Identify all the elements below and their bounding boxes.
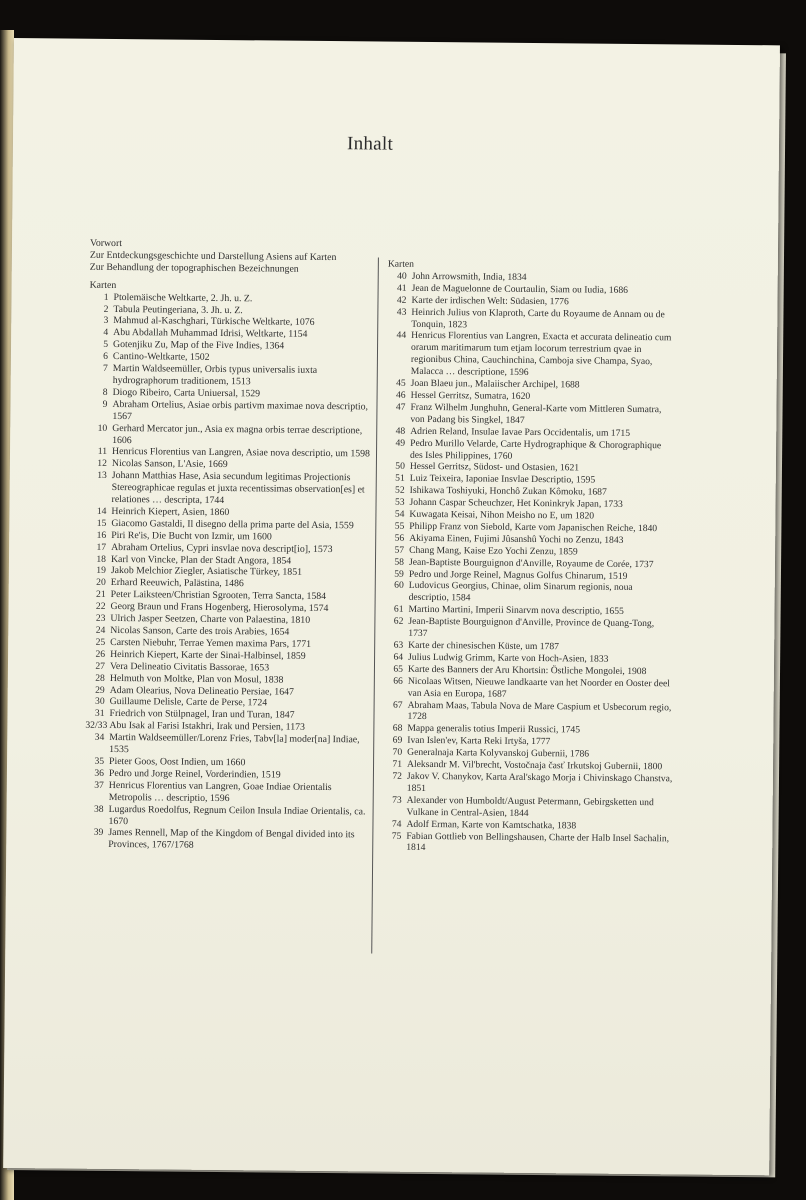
entry-title: Helmuth von Moltke, Plan von Mosul, 1838	[109, 672, 284, 686]
entry-number: 1	[103, 291, 109, 303]
entry-number: 28	[95, 672, 105, 684]
entry-number: 14	[96, 505, 107, 517]
entry-number: 35	[94, 755, 105, 767]
toc-entry	[88, 470, 378, 509]
entry-number: 60	[394, 580, 404, 592]
section-heading: Karten	[89, 279, 117, 291]
entry-title: Henricus Florentius van Langren, Goae Indiae Orientalis Metropolis … descriptio, 1596	[108, 779, 332, 804]
entry-number: 30	[94, 696, 105, 708]
entry-title: Kuwagata Keisai, Nihon Meisho no E, um 1820	[409, 508, 595, 522]
entry-title: Chang Mang, Kaise Ezo Yochi Zenzu, 1859	[409, 544, 578, 558]
entry-title: Pedro und Jorge Reinel, Vorderindien, 1519	[108, 767, 281, 781]
page-title: Inhalt	[346, 133, 394, 155]
entry-title: Ishikawa Toshiyuki, Honchô Zukan Kômoku, 1687	[409, 485, 607, 498]
entry-title: Heinrich Kiepert, Asien, 1860	[111, 505, 230, 519]
entry-title: Pedro Murillo Velarde, Carte Hydrographique & Chorographique des Isles Philippines, 1760	[409, 437, 662, 462]
entry-title: Friedrich von Stülpnagel, Iran und Turan, 1847	[109, 708, 295, 722]
entry-title: John Arrowsmith, India, 1834	[411, 270, 527, 283]
entry-title: James Rennell, Map of the Kingdom of Bengal divided into its Provinces, 1767/1768	[108, 827, 355, 852]
entry-title: Jean-Baptiste Bourguignon d'Anville, Royaume de Corée, 1737	[408, 556, 654, 570]
entry-title: Peter Laiksteen/Christian Sgrooten, Terra Sancta, 1584	[110, 589, 327, 603]
entry-title: Adrien Reland, Insulae Iavae Pars Occidentalis, um 1715	[410, 425, 631, 439]
entry-number: 48	[395, 425, 406, 437]
entry-title: Pieter Goos, Oost Indien, um 1660	[109, 755, 246, 769]
entry-title: Hessel Gerritsz, Südost- und Ostasien, 1621	[409, 461, 580, 474]
entry-number: 16	[96, 529, 107, 541]
entry-title: Guillaume Delisle, Carte de Perse, 1724	[109, 696, 268, 709]
entry-number: 17	[96, 541, 107, 553]
toc-entry	[386, 401, 676, 428]
toc-entry	[88, 399, 378, 426]
entry-title: Heinrich Kiepert, Karte der Sinai-Halbinsel, 1859	[110, 648, 306, 662]
entry-title: Gotenjiku Zu, Map of the Five Indies, 1364	[113, 339, 285, 352]
entry-title: Hessel Gerritsz, Sumatra, 1620	[410, 389, 531, 402]
entry-number: 29	[95, 684, 105, 696]
entry-title: Henricus Florentius van Langren, Asiae nova descriptio, um 1598	[111, 446, 371, 460]
entry-number: 68	[392, 723, 403, 735]
toc-right-column	[382, 259, 678, 857]
entry-title: Nicolas Sanson, Carte des trois Arabies, 1654	[110, 624, 290, 638]
entry-title: Vera Delineatio Civitatis Bassorae, 1653	[109, 660, 270, 674]
entry-number: 51	[395, 472, 405, 485]
entry-number: 49	[395, 437, 406, 449]
entry-title: Ludovicus Georgius, Chinae, olim Sinarum regionis, noua descriptio, 1584	[408, 580, 633, 604]
entry-title: Adam Olearius, Nova Delineatio Persiae, 1647	[109, 684, 294, 698]
entry-title: Abraham Ortelius, Asiae orbis partivm maximae nova descriptio, 1567	[112, 398, 369, 422]
entry-number: 42	[396, 294, 407, 306]
entry-number: 46	[395, 389, 406, 401]
entry-number: 59	[394, 568, 404, 580]
entry-title: Akiyama Einen, Fujimi Jûsanshû Yochi no Zenzu, 1843	[409, 532, 624, 546]
entry-title: Ptolemäische Weltkarte, 2. Jh. u. Z.	[113, 291, 253, 304]
toc-entry	[384, 675, 674, 702]
entry-number: 20	[96, 577, 106, 589]
entry-number: 18	[96, 553, 107, 565]
entry-number: 22	[95, 601, 106, 613]
entry-number: 21	[96, 589, 106, 601]
entry-title: Karl von Vincke, Plan der Stadt Angora, 1854	[110, 553, 292, 567]
entry-number: 72	[392, 770, 402, 782]
entry-number: 70	[392, 746, 403, 758]
entry-title: Adolf Erman, Karte von Kamtschatka, 1838	[406, 818, 577, 832]
front-matter-entry: Zur Entdeckungsgeschichte und Darstellung Asiens auf Karten	[89, 249, 337, 264]
toc-entry	[386, 437, 676, 464]
entry-title: Joan Blaeu jun., Malaiischer Archipel, 1688	[410, 377, 580, 391]
entry-number: 25	[95, 636, 106, 648]
entry-title: Ivan Islen'ev, Karta Reki Irtyša, 1777	[407, 735, 551, 748]
entry-title: Piri Re'is, Die Bucht von Izmir, um 1600	[111, 529, 272, 543]
entry-title: Lugardus Roedolfus, Regnum Ceilon Insula Indiae Orientalis, ca. 1670	[108, 803, 366, 827]
entry-title: Martin Waldseemüller/Lorenz Fries, Tabv[la] moder[na] Indiae, 1535	[109, 732, 360, 756]
entry-number: 66	[393, 675, 403, 687]
entry-title: Nicolas Sanson, L'Asie, 1669	[111, 458, 228, 471]
entry-title: Franz Wilhelm Junghuhn, General-Karte vom Mittleren Sumatra, von Padang bis Singkel, 1847	[410, 401, 662, 426]
entry-number: 62	[393, 615, 404, 627]
entry-title: Nicolaas Witsen, Nieuwe landkaarte van het Noorder en Ooster deel van Asia en Europa, 1687	[407, 675, 670, 700]
entry-title: Erhard Reeuwich, Palästina, 1486	[110, 577, 244, 590]
entry-title: Giacomo Gastaldi, Il disegno della prima parte del Asia, 1559	[111, 517, 354, 532]
entry-title: Karte der irdischen Welt: Südasien, 1776	[411, 294, 569, 308]
entry-number: 32/33	[85, 719, 108, 732]
entry-title: Martino Martini, Imperii Sinarvm nova descriptio, 1655	[408, 604, 624, 618]
toc-entry	[384, 616, 674, 643]
entry-title: Johann Matthias Hase, Asia secundum legitimas Projectionis Stereographicae regulas et juxta recentissimas observation[es] et relationes … descripta, 1744	[111, 470, 365, 507]
entry-title: Cantino-Weltkarte, 1502	[112, 351, 210, 364]
entry-title: Karte der chinesischen Küste, um 1787	[408, 639, 560, 653]
entry-title: Abu Isak al Farisi Istakhri, Irak und Persien, 1173	[109, 720, 305, 734]
entry-number: 47	[395, 401, 406, 413]
entry-title: Mahmud al-Kaschghari, Türkische Weltkarte, 1076	[113, 315, 315, 329]
entry-title: Alexander von Humboldt/August Petermann, Gebirgsketten und Vulkane in Central-Asien, 1844	[406, 794, 654, 819]
entry-title: Fabian Gottlieb von Bellingshausen, Charte der Halb Insel Sachalin, 1814	[406, 830, 670, 854]
entry-number: 24	[95, 624, 106, 636]
entry-number: 31	[94, 708, 105, 720]
entry-title: Jakob Melchior Ziegler, Asiatische Türkey, 1851	[110, 565, 303, 579]
toc-entry	[85, 779, 375, 806]
entry-title: Luiz Teixeira, Iaponiae Insvlae Descriptio, 1595	[409, 473, 596, 486]
entry-number: 6	[103, 351, 108, 363]
entry-number: 61	[393, 603, 404, 616]
entry-number: 5	[103, 339, 109, 351]
entry-number: 39	[93, 827, 104, 839]
entry-number: 58	[394, 556, 405, 568]
entry-title: Ulrich Jasper Seetzen, Charte von Palaestina, 1810	[110, 613, 311, 626]
entry-number: 12	[97, 458, 107, 470]
entry-number: 56	[394, 532, 405, 544]
entry-number: 19	[96, 565, 106, 577]
toc-entry	[385, 580, 675, 607]
entry-number: 9	[102, 398, 108, 410]
entry-number: 54	[394, 508, 405, 520]
entry-number: 43	[396, 306, 407, 318]
entry-title: Georg Braun und Frans Hogenberg, Hierosolyma, 1574	[110, 601, 329, 615]
entry-number: 55	[394, 520, 405, 532]
entry-number: 64	[393, 651, 404, 663]
entry-title: Philipp Franz von Siebold, Karte vom Japanischen Reiche, 1840	[409, 520, 658, 535]
entry-number: 73	[392, 794, 402, 806]
entry-title: Gerhard Mercator jun., Asia ex magna orbis terrae descriptione, 1606	[112, 422, 363, 446]
entry-number: 7	[102, 362, 108, 374]
entry-title: Henricus Florentius van Langren, Exacta et accurata delineatio cum orarum maritimarum tum etjam locorum terrestrium qvae in regionibus China, Cauchinchina, Camboja sive Champa, Syao, Malacca … descriptione, 1596	[410, 330, 672, 379]
entry-title: Diogo Ribeiro, Carta Uniuersal, 1529	[112, 386, 261, 400]
entry-title: Jean-Baptiste Bourguignon d'Anville, Province de Quang-Tong, 1737	[408, 616, 655, 640]
entry-number: 13	[97, 470, 107, 482]
entry-number: 53	[394, 496, 405, 508]
entry-number: 71	[392, 758, 403, 770]
entry-number: 37	[94, 779, 104, 791]
toc-entry	[383, 771, 673, 798]
toc-entry	[84, 803, 374, 830]
entry-number: 23	[95, 612, 106, 624]
entry-title: Julius Ludwig Grimm, Karte von Hoch-Asien, 1833	[408, 651, 609, 665]
entry-number: 74	[391, 818, 402, 830]
toc-entry	[88, 422, 378, 449]
entry-number: 65	[393, 663, 404, 675]
entry-title: Jean de Maguelonne de Courtaulin, Siam ou Iudia, 1686	[411, 282, 629, 296]
front-matter-entry: Vorwort	[89, 237, 123, 250]
entry-title: Tabula Peutingeriana, 3. Jh. u. Z.	[113, 303, 243, 316]
entry-number: 67	[392, 699, 403, 711]
entry-number: 57	[394, 544, 405, 556]
entry-number: 36	[94, 767, 104, 779]
entry-title: Martin Waldseemüller, Orbis typus universalis iuxta hydrographorum traditionem, 1513	[112, 363, 318, 388]
entry-number: 2	[103, 303, 109, 315]
entry-number: 38	[93, 803, 104, 815]
entry-number: 75	[391, 830, 402, 842]
entry-title: Abu Abdallah Muhammad Idrisi, Weltkarte, 1154	[113, 327, 308, 341]
entry-title: Carsten Niebuhr, Terrae Yemen maxima Pars, 1771	[110, 636, 312, 650]
toc-entry	[387, 306, 677, 333]
toc-left-column	[84, 238, 380, 854]
toc-entry	[383, 699, 673, 726]
entry-title: Pedro und Jorge Reinel, Magnus Golfus Chinarum, 1519	[408, 568, 628, 582]
section-heading: Karten	[387, 258, 415, 270]
entry-number: 45	[396, 377, 406, 389]
entry-title: Generalnaja Karta Kolyvanskoj Gubernii, 1786	[407, 746, 590, 760]
toc-entry	[382, 830, 672, 857]
book-page	[3, 38, 780, 1175]
entry-number: 15	[96, 517, 107, 529]
entry-title: Karte des Banners der Aru Khortsin: Östliche Mongolei, 1908	[407, 663, 647, 677]
entry-title: Heinrich Julius von Klaproth, Carte du Royaume de Annam ou de Tonquin, 1823	[411, 306, 665, 330]
entry-number: 11	[97, 446, 108, 458]
entry-number: 8	[102, 386, 108, 398]
entry-number: 52	[395, 484, 405, 496]
entry-number: 4	[103, 327, 109, 339]
entry-title: Johann Caspar Scheuchzer, Het Koninkryk Japan, 1733	[409, 496, 623, 510]
entry-number: 40	[397, 270, 407, 282]
toc-entry	[89, 363, 379, 390]
entry-title: Abraham Ortelius, Cypri insvlae nova descript[io], 1573	[111, 541, 333, 555]
entry-number: 50	[395, 461, 405, 473]
toc-entry	[85, 732, 375, 759]
entry-number: 10	[97, 422, 108, 434]
toc-entry	[383, 794, 673, 821]
entry-number: 44	[396, 330, 407, 342]
entry-number: 41	[396, 282, 407, 294]
entry-number: 69	[392, 734, 403, 747]
entry-number: 27	[95, 660, 106, 672]
front-matter-entry: Zur Behandlung der topographischen Bezeichnungen	[89, 261, 299, 275]
entry-number: 26	[95, 648, 106, 660]
toc-entry	[84, 827, 374, 854]
entry-number: 34	[94, 731, 105, 744]
entry-title: Abraham Maas, Tabula Nova de Mare Caspium et Usbecorum regio, 1728	[407, 699, 672, 723]
entry-title: Aleksandr M. Vil'brecht, Vostočnaja časť Irkutskoj Gubernii, 1800	[406, 758, 663, 773]
entry-title: Jakov V. Chanykov, Karta Aral'skago Morja i Chivinskago Chanstva, 1851	[406, 770, 673, 794]
entry-number: 63	[393, 639, 404, 651]
toc-entry	[387, 330, 677, 380]
entry-number: 3	[103, 315, 109, 327]
entry-title: Mappa generalis totius Imperii Russici, 1745	[407, 723, 581, 736]
